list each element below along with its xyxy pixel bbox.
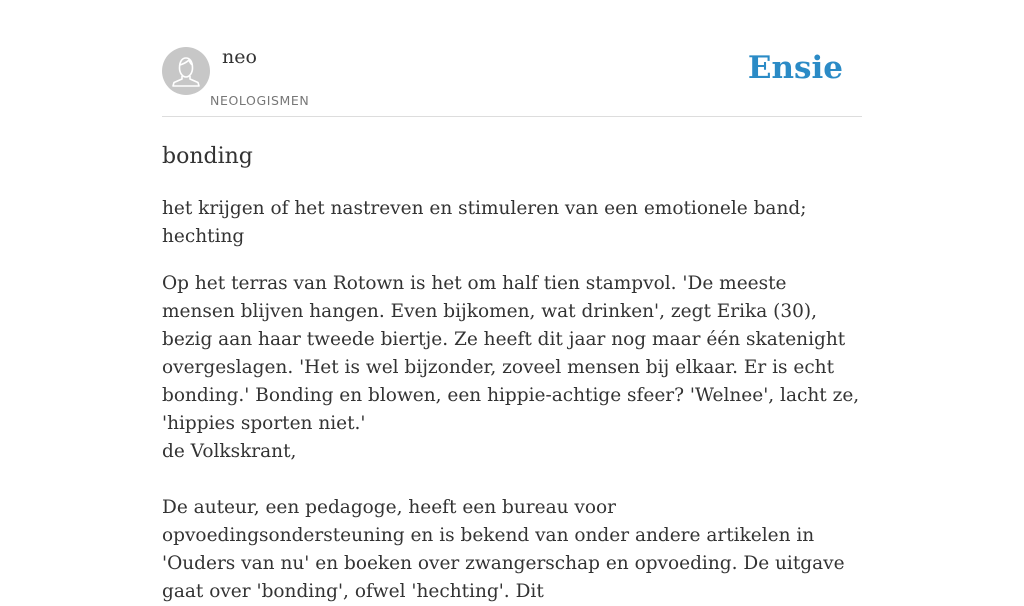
- author-avatar[interactable]: [162, 47, 210, 95]
- brand-logo[interactable]: Ensie: [747, 50, 843, 86]
- section-label[interactable]: NEOLOGISMEN: [210, 93, 310, 108]
- entry-definition: het krijgen of het nastreven en stimuleren van een emotionele band; hechting: [162, 198, 807, 247]
- user-silhouette-icon: [162, 47, 210, 95]
- entry-page: [162, 0, 862, 606]
- entry-example: Op het terras van Rotown is het om half tien stampvol. 'De meeste mensen blijven hangen. Even bijkomen, wat drinken', zegt Erika (30), bezig aan haar tweede biertje. Ze heeft dit jaar nog maar één skatenight overgeslagen. 'Het is wel bijzonder, zoveel mensen bij elkaar. Er is echt bonding.' Bonding en blowen, een hippie-achtige sfeer? 'Welnee', lacht ze, 'hippies sporten niet.' de Volkskrant, De auteur, een pedagoge, heeft een bureau voor opvoedingsondersteuning en is bekend van onder andere artikelen in 'Ouders van nu' en boeken over zwangerschap en opvoeding. De uitgave gaat over 'bonding', ofwel 'hechting'. Dit: [162, 273, 860, 602]
- entry-title: bonding: [162, 144, 253, 169]
- author-name[interactable]: neo: [222, 46, 257, 68]
- entry-header: [162, 0, 862, 117]
